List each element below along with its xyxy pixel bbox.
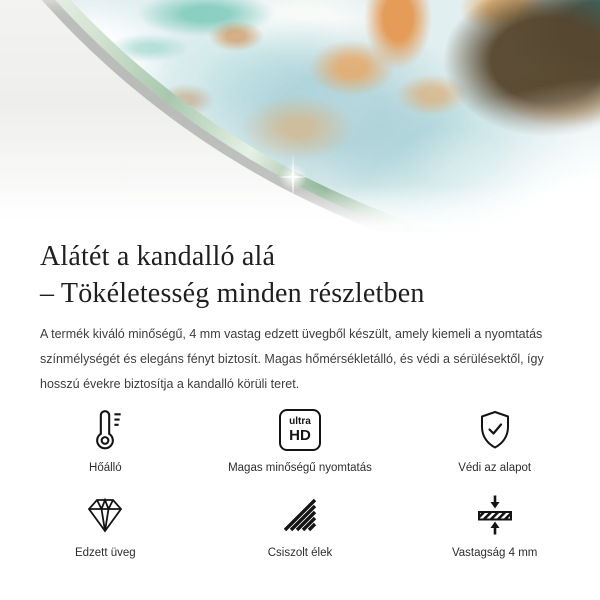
page-title-line2: – Tökéletesség minden részletben: [40, 278, 425, 309]
page-title-line1: Alátét a kandalló alá: [40, 241, 276, 272]
feature-label: Vastagság 4 mm: [451, 547, 538, 559]
shield-check-icon: [473, 405, 517, 455]
feature-grid: [8, 405, 592, 559]
feature-heat-resistant: [82, 405, 128, 474]
thickness-icon: [473, 490, 517, 540]
photo-white-fade: [0, 0, 600, 232]
feature-print-quality: [228, 405, 372, 474]
ultra-hd-badge-bottom: HD: [289, 427, 311, 444]
product-photo: [0, 0, 600, 232]
feature-label: Védi az alapot: [458, 462, 532, 474]
description-line: A termék kiváló minőségű, 4 mm vastag edzett üvegből készült, amely kiemeli a nyomtatás: [40, 327, 543, 341]
feature-protects-base: [458, 405, 531, 474]
feature-tempered-glass: [75, 490, 136, 559]
page-title: [40, 238, 560, 312]
feature-label: Hőálló: [89, 462, 122, 474]
description-line: hosszú évekre biztosítja a kandalló körüli teret.: [40, 377, 300, 391]
product-description: [40, 322, 560, 397]
polished-edges-icon: [278, 490, 322, 540]
ultra-hd-icon: [279, 405, 321, 455]
feature-polished-edges: [268, 490, 333, 559]
feature-label: Magas minőségű nyomtatás: [228, 462, 372, 474]
description-line: színmélységét és elegáns fényt biztosít. Magas hőmérsékletálló, és védi a sérülésektől, így: [40, 352, 544, 366]
thermometer-heat-icon: [82, 405, 128, 455]
ultra-hd-badge-top: ultra: [289, 416, 311, 427]
feature-label: Edzett üveg: [74, 547, 136, 559]
feature-label: Csiszolt élek: [267, 547, 333, 559]
diamond-icon: [83, 490, 127, 540]
feature-thickness: [452, 490, 537, 559]
